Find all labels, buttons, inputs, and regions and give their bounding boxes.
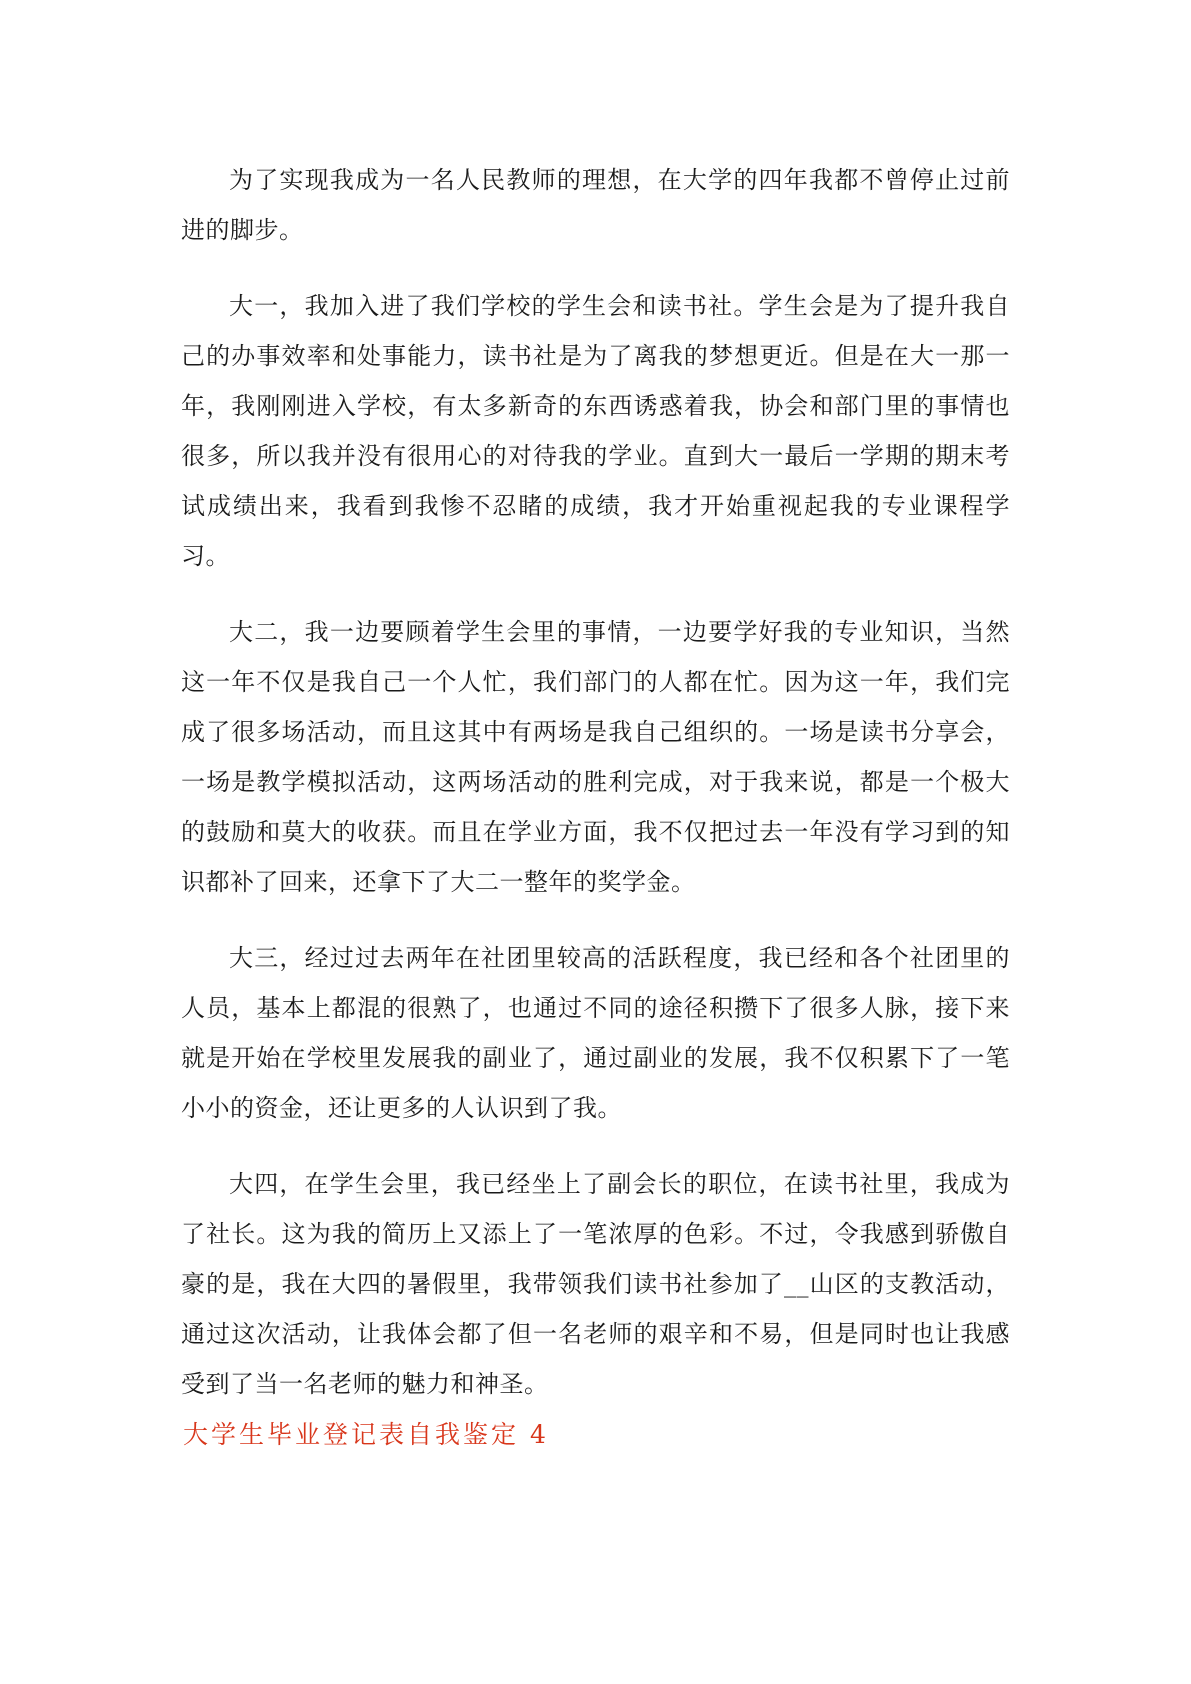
document-body <box>181 155 1010 1435</box>
paragraph-year-four: 大四，在学生会里，我已经坐上了副会长的职位，在读书社里，我成为了社长。这为我的简历上又添上了一笔浓厚的色彩。不过，令我感到骄傲自豪的是，我在大四的暑假里，我带领我们读书社参加了__山区的支教活动，通过这次活动，让我体会都了但一名老师的艰辛和不易，但是同时也让我感受到了当一名老师的魅力和神圣。 <box>181 1170 1010 1398</box>
paragraph-intro: 为了实现我成为一名人民教师的理想，在大学的四年我都不曾停止过前进的脚步。 <box>181 166 1010 244</box>
paragraph-year-one: 大一，我加入进了我们学校的学生会和读书社。学生会是为了提升我自己的办事效率和处事能力，读书社是为了离我的梦想更近。但是在大一那一年，我刚刚进入学校，有太多新奇的东西诱惑着我，协会和部门里的事情也很多，所以我并没有很用心的对待我的学业。直到大一最后一学期的期末考试成绩出来，我看到我惨不忍睹的成绩，我才开始重视起我的专业课程学习。 <box>181 292 1010 570</box>
paragraph-year-three: 大三，经过过去两年在社团里较高的活跃程度，我已经和各个社团里的人员，基本上都混的很熟了，也通过不同的途径积攒下了很多人脉，接下来就是开始在学校里发展我的副业了，通过副业的发展，我不仅积累下了一笔小小的资金，还让更多的人认识到了我。 <box>181 944 1010 1122</box>
paragraph-year-two: 大二，我一边要顾着学生会里的事情，一边要学好我的专业知识，当然这一年不仅是我自己一个人忙，我们部门的人都在忙。因为这一年，我们完成了很多场活动，而且这其中有两场是我自己组织的。一场是读书分享会，一场是教学模拟活动，这两场活动的胜利完成，对于我来说，都是一个极大的鼓励和莫大的收获。而且在学业方面，我不仅把过去一年没有学习到的知识都补了回来，还拿下了大二一整年的奖学金。 <box>181 618 1010 896</box>
section-heading: 大学生毕业登记表自我鉴定 4 <box>183 1420 549 1449</box>
